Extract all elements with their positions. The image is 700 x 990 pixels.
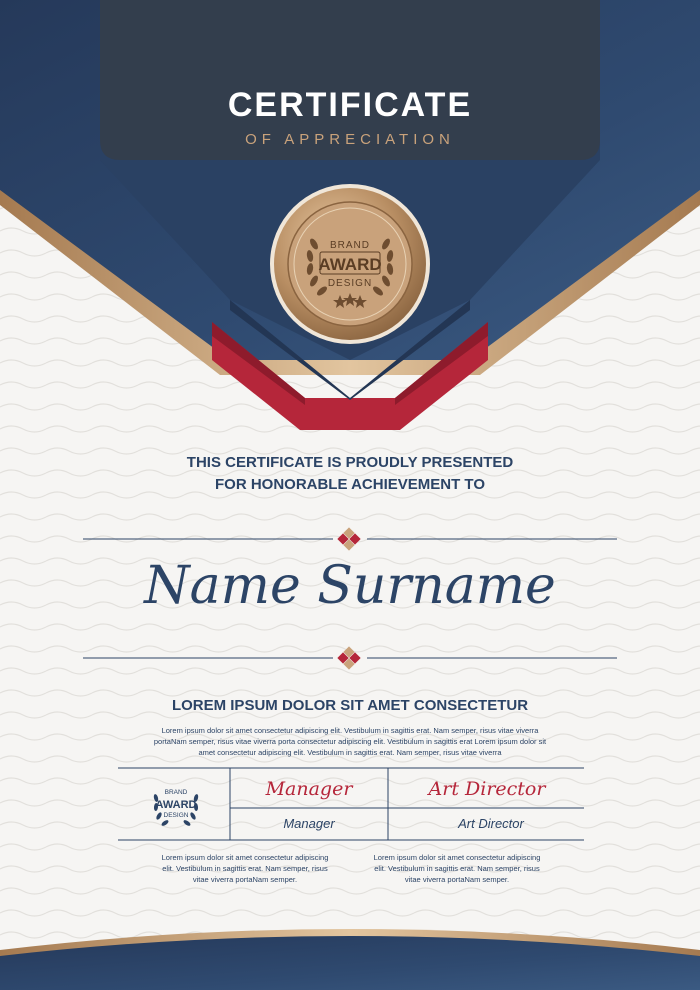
description-body: Lorem ipsum dolor sit amet consectetur adipiscing elit. Vestibulum in sagittis erat. Nam semper, risus vitae viverra portaNam semper, risus vitae viverra porta consectetur adipiscing elit. Vestibulum in sagittis erat Lorem ipsum dolor sit amet consectetur adipiscing elit. Vestibulum in sagittis erat. Nam semper, risus vitae viverra <box>153 726 547 757</box>
diamond-ornament-icon <box>336 646 364 670</box>
signature-label-manager: Manager <box>283 816 335 831</box>
certificate-title: CERTIFICATE <box>227 86 473 124</box>
signature-label-art-director: Art Director <box>458 816 524 831</box>
award-seal <box>268 182 432 346</box>
diamond-ornament-icon <box>336 527 364 551</box>
footer-text-left: Lorem ipsum dolor sit amet consectetur adipiscing elit. Vestibulum in sagittis erat. Nam semper, risus vitae viverra portaNam semper. <box>161 853 329 884</box>
certificate-subtitle: OF APPRECIATION <box>245 131 455 148</box>
presentation-line-1: THIS CERTIFICATE IS PROUDLY PRESENTED <box>186 454 514 471</box>
recipient-name: Name Surname <box>144 556 556 616</box>
logo-award-text: AWARD <box>155 799 197 811</box>
footer-text-right: Lorem ipsum dolor sit amet consectetur adipiscing elit. Vestibulum in sagittis erat. Nam semper, risus vitae viverra portaNam semper. <box>373 853 541 884</box>
seal-design-text: DESIGN <box>327 278 373 289</box>
brand-logo <box>146 774 206 834</box>
signature-art-director: Art Director <box>428 778 546 800</box>
signature-manager: Manager <box>265 778 353 800</box>
seal-brand-text: BRAND <box>329 240 371 251</box>
logo-brand-text: BRAND <box>164 789 188 796</box>
presentation-text <box>0 452 700 496</box>
description-heading: LOREM IPSUM DOLOR SIT AMET CONSECTETUR <box>171 697 529 714</box>
seal-award-text: AWARD <box>318 255 382 274</box>
presentation-line-2: FOR HONORABLE ACHIEVEMENT TO <box>214 476 485 493</box>
logo-design-text: DESIGN <box>163 812 189 819</box>
